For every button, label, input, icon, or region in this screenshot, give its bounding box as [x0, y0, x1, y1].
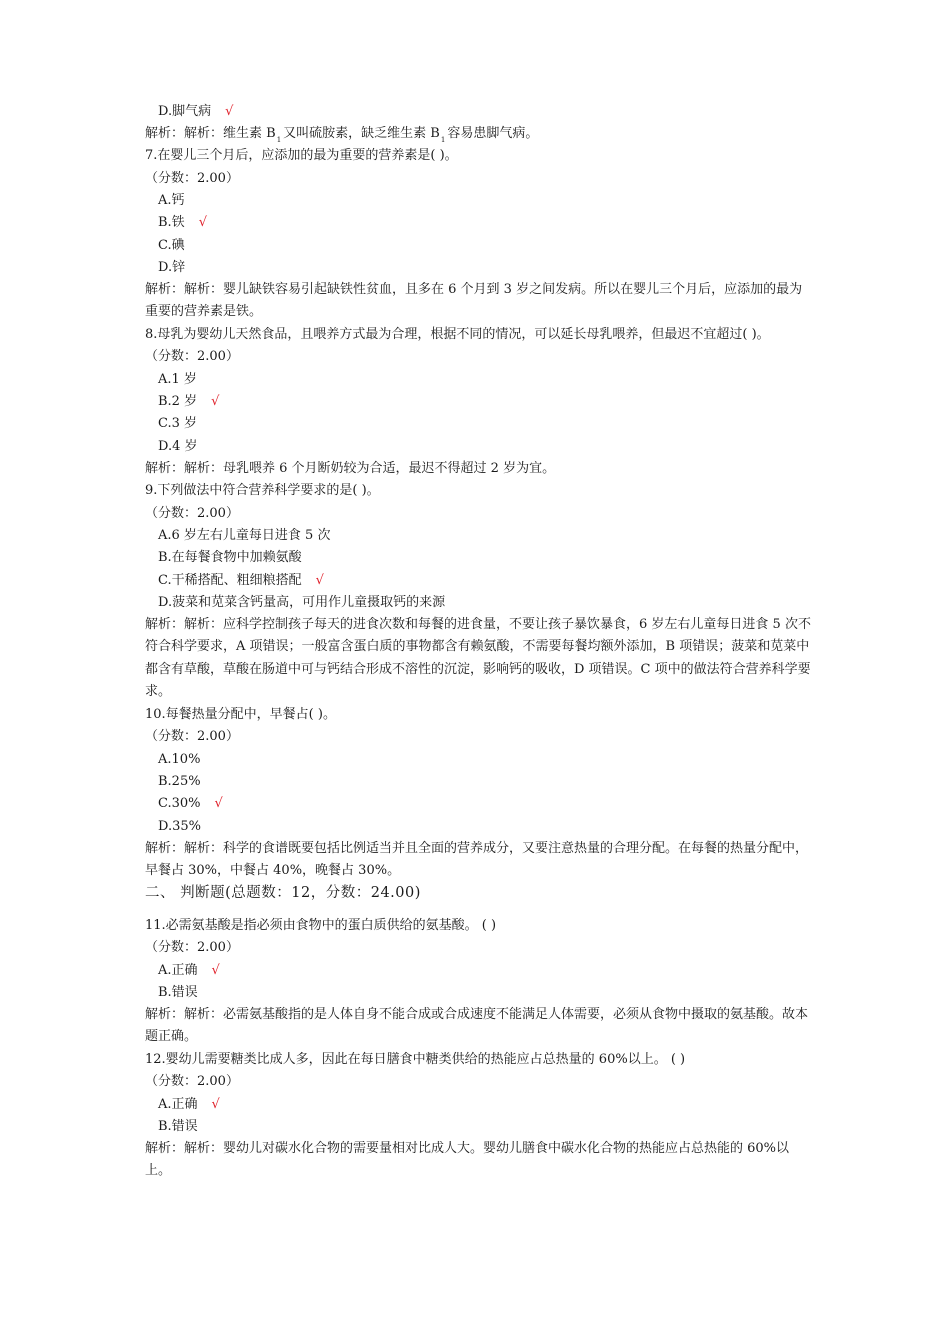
q10-stem: 10.每餐热量分配中，早餐占( )。: [145, 707, 336, 722]
q9-option-a: A.6 岁左右儿童每日进食 5 次: [158, 528, 331, 543]
correct-check-mark: √: [211, 394, 220, 409]
q10-option-a: A.10%: [158, 752, 201, 767]
correct-check-mark: √: [225, 104, 234, 119]
q9-option-b: B.在每餐食物中加赖氨酸: [158, 550, 302, 565]
q9-option-c: C.干稀搭配、粗细粮搭配 √: [158, 573, 324, 588]
correct-check-mark: √: [315, 573, 324, 588]
q7-analysis: 解析：解析：婴儿缺铁容易引起缺铁性贫血，且多在 6 个月到 3 岁之间发病。所以在婴儿三个月后，应添加的最为重要的营养素是铁。: [145, 282, 803, 320]
correct-check-mark: √: [211, 1097, 220, 1112]
q7-option-c: C.碘: [158, 238, 185, 253]
q11-option-b: B.错误: [158, 985, 198, 1000]
q11-stem: 11.必需氨基酸是指必须由食物中的蛋白质供给的氨基酸。 ( ): [145, 918, 497, 933]
q12-analysis: 解析：解析：婴幼儿对碳水化合物的需要量相对比成人大。婴幼儿膳食中碳水化合物的热能应占总热能的 60%以上。: [145, 1141, 790, 1179]
q12-option-b: B.错误: [158, 1119, 198, 1134]
q10-score: （分数：2.00）: [145, 729, 239, 744]
q12-score: （分数：2.00）: [145, 1074, 239, 1089]
q9-option-d: D.菠菜和苋菜含钙量高，可用作儿童摄取钙的来源: [158, 595, 446, 610]
correct-check-mark: √: [211, 963, 220, 978]
q8-stem: 8.母乳为婴幼儿天然食品，且喂养方式最为合理，根据不同的情况，可以延长母乳喂养，但最迟不宜超过( )。: [145, 327, 770, 342]
q10-analysis: 解析：解析：科学的食谱既要包括比例适当并且全面的营养成分，又要注意热量的合理分配。在每餐的热量分配中，早餐占 30%，中餐占 40%，晚餐占 30%。: [145, 841, 809, 879]
q12-option-a: A.正确 √: [158, 1097, 220, 1112]
q11-option-a: A.正确 √: [158, 963, 220, 978]
q8-analysis: 解析：解析：母乳喂养 6 个月断奶较为合适，最迟不得超过 2 岁为宜。: [145, 461, 556, 476]
section-heading-judgment: 二、 判断题(总题数：12，分数：24.00): [145, 885, 421, 901]
q7-option-a: A.钙: [158, 193, 185, 208]
q12-stem: 12.婴幼儿需要糖类比成人多，因此在每日膳食中糖类供给的热能应占总热量的 60%以上。 ( ): [145, 1052, 686, 1067]
q7-stem: 7.在婴儿三个月后，应添加的最为重要的营养素是( )。: [145, 148, 458, 163]
q10-option-d: D.35%: [158, 819, 201, 834]
q7-score: （分数：2.00）: [145, 171, 239, 186]
q11-analysis: 解析：解析：必需氨基酸指的是人体自身不能合成或合成速度不能满足人体需要，必须从食物中摄取的氨基酸。故本题正确。: [145, 1007, 809, 1045]
q7-option-b: B.铁 √: [158, 215, 207, 230]
q10-option-c: C.30% √: [158, 796, 223, 811]
q8-option-a: A.1 岁: [158, 372, 197, 387]
q6-analysis: 解析：解析：维生素 $B_1$ 又叫硫胺素，缺乏维生素 $B_1$ 容易患脚气病。: [145, 126, 539, 144]
q8-score: （分数：2.00）: [145, 349, 239, 364]
q7-option-d: D.锌: [158, 260, 186, 275]
q9-score: （分数：2.00）: [145, 506, 239, 521]
q9-analysis: 解析：解析：应科学控制孩子每天的进食次数和每餐的进食量，不要让孩子暴饮暴食，6 岁左右儿童每日进食 5 次不符合科学要求，A 项错误；一般富含蛋白质的事物都含有赖氨酸，不需要每餐均额外添加，B 项错误；菠菜和苋菜中都含有草酸，草酸在肠道中可与钙结合形成不溶性的沉淀，影响钙的吸收，D 项错误。C 项中的做法符合营养科学要求。: [145, 617, 811, 699]
correct-check-mark: √: [214, 796, 223, 811]
q6-option-d: D.脚气病 √: [158, 104, 234, 119]
q8-option-c: C.3 岁: [158, 416, 198, 431]
q9-stem: 9.下列做法中符合营养科学要求的是( )。: [145, 483, 380, 498]
correct-check-mark: √: [198, 215, 207, 230]
q8-option-d: D.4 岁: [158, 439, 198, 454]
q8-option-b: B.2 岁 √: [158, 394, 220, 409]
q11-score: （分数：2.00）: [145, 940, 239, 955]
q10-option-b: B.25%: [158, 774, 201, 789]
